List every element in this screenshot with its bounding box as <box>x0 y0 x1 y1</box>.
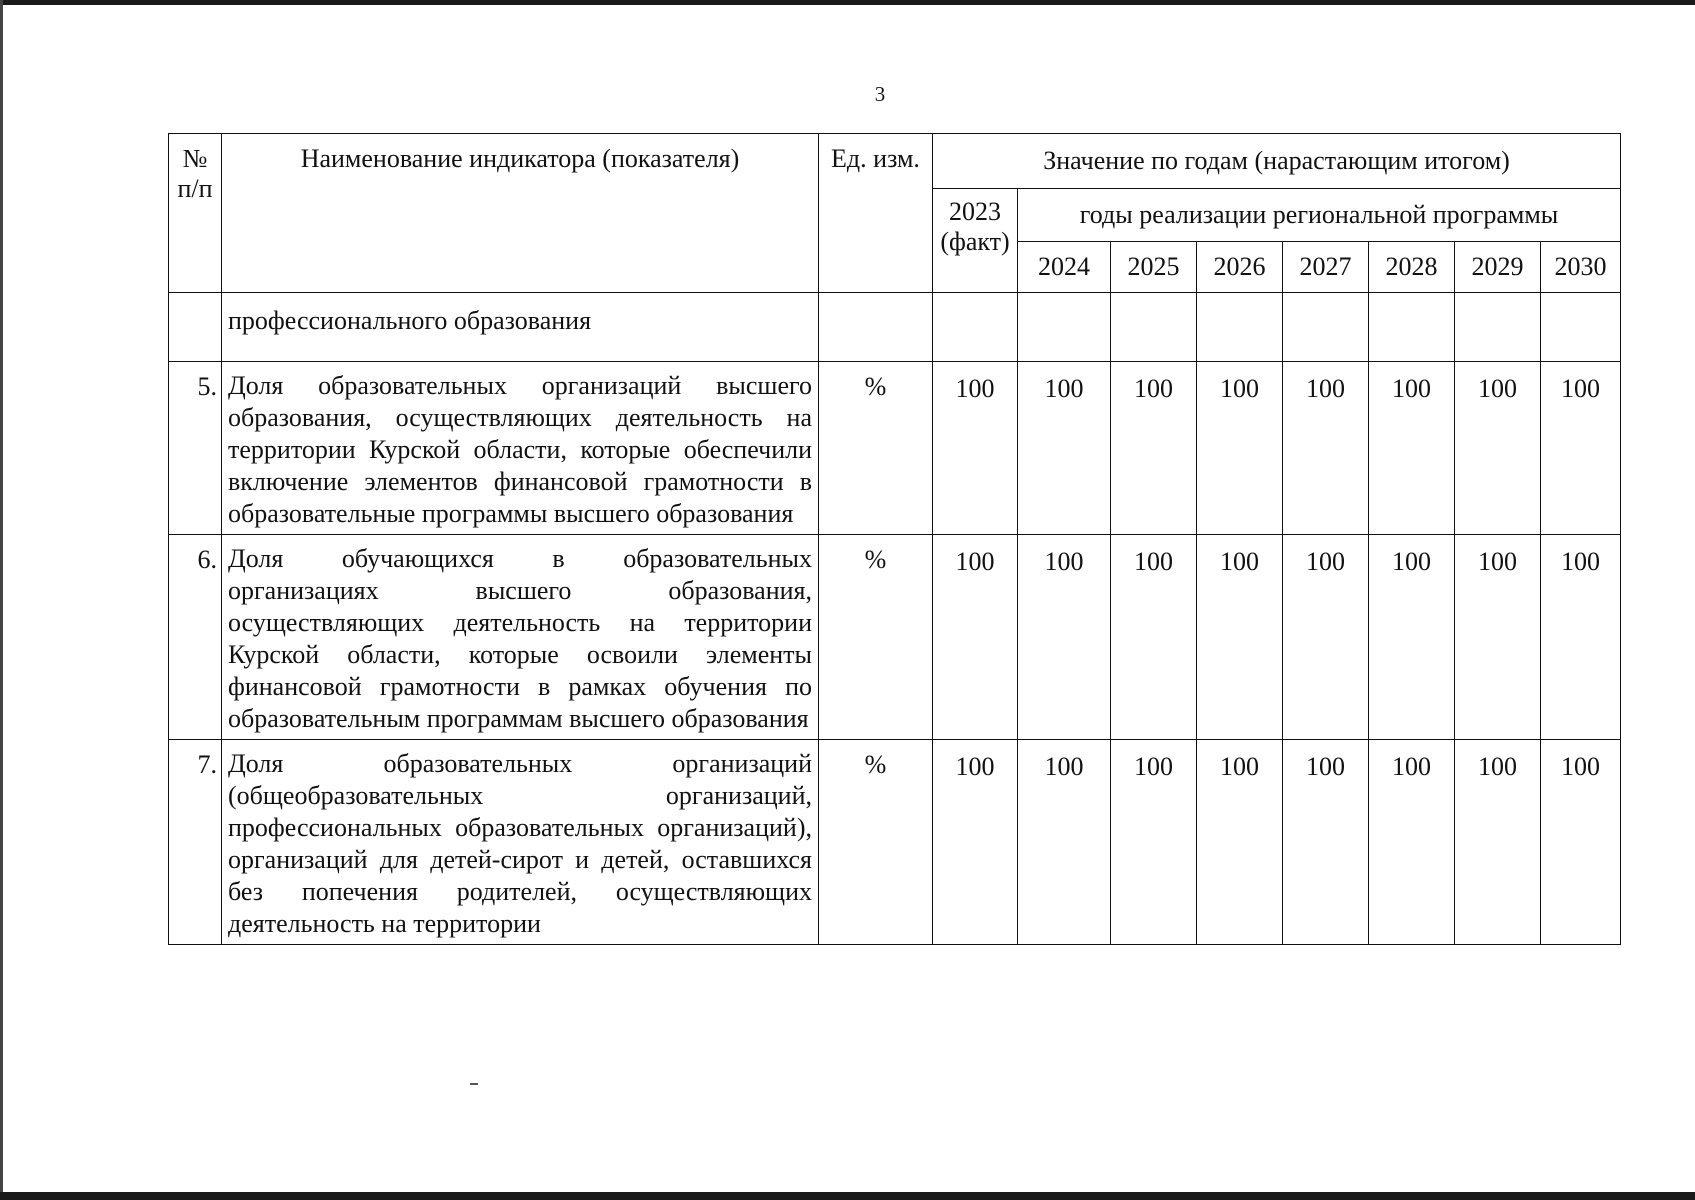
indicators-table <box>168 133 1621 945</box>
cell-value: 100 <box>1541 535 1621 740</box>
cell-value: 100 <box>1455 740 1541 945</box>
cell-num: 7. <box>169 740 222 945</box>
cell-value: 100 <box>1018 362 1111 535</box>
cell-value: 100 <box>1369 535 1455 740</box>
cell-value: 100 <box>1111 740 1197 945</box>
header-year: 2027 <box>1283 242 1369 293</box>
cell-num: 5. <box>169 362 222 535</box>
page-number: 3 <box>874 82 886 106</box>
cell-num: 6. <box>169 535 222 740</box>
cell-indicator-name: Доля образовательных организаций (общеобразовательных организаций, профессиональных образовательных организаций), организаций для детей-сирот и детей, оставшихся без попечения родителей, осуществляющих деятельность на территории <box>222 740 819 945</box>
scan-border-top <box>0 0 1695 5</box>
scan-speck <box>470 1083 478 1085</box>
cell-value <box>1111 293 1197 362</box>
cell-unit: % <box>819 535 933 740</box>
header-year: 2024 <box>1018 242 1111 293</box>
cell-value: 100 <box>1541 362 1621 535</box>
cell-indicator-name: Доля образовательных организаций высшего образования, осуществляющих деятельность на территории Курской области, которые обеспечили включение элементов финансовой грамотности в образовательные программы высшего образования <box>222 362 819 535</box>
header-program-years: годы реализации региональной программы <box>1018 189 1621 242</box>
table-row <box>169 362 1621 535</box>
cell-value: 100 <box>1455 362 1541 535</box>
cell-indicator-name: профессионального образования <box>222 293 819 362</box>
header-year: 2026 <box>1197 242 1283 293</box>
cell-value <box>1283 293 1369 362</box>
cell-unit <box>819 293 933 362</box>
cell-value: 100 <box>1197 740 1283 945</box>
header-row-1 <box>169 134 1621 189</box>
cell-indicator-name: Доля обучающихся в образовательных организациях высшего образования, осуществляющих деятельность на территории Курской области, которые освоили элементы финансовой грамотности в рамках обучения по образовательным программам высшего образования <box>222 535 819 740</box>
cell-value <box>1018 293 1111 362</box>
cell-value: 100 <box>1369 362 1455 535</box>
cell-value: 100 <box>1111 362 1197 535</box>
cell-value <box>933 293 1018 362</box>
table-row <box>169 740 1621 945</box>
header-year: 2029 <box>1455 242 1541 293</box>
cell-value: 100 <box>1369 740 1455 945</box>
table-row-continuation <box>169 293 1621 362</box>
cell-value <box>1197 293 1283 362</box>
cell-value <box>1455 293 1541 362</box>
header-year: 2030 <box>1541 242 1621 293</box>
cell-value: 100 <box>933 535 1018 740</box>
header-num: № п/п <box>169 134 222 293</box>
header-unit: Ед. изм. <box>819 134 933 293</box>
cell-value: 100 <box>1197 535 1283 740</box>
cell-unit: % <box>819 740 933 945</box>
header-values-by-year: Значение по годам (нарастающим итогом) <box>933 134 1621 189</box>
cell-value: 100 <box>933 740 1018 945</box>
cell-value <box>1369 293 1455 362</box>
scan-border-bottom <box>0 1192 1695 1200</box>
cell-value: 100 <box>1283 362 1369 535</box>
scan-border-left <box>0 0 3 1200</box>
header-2023-fact: 2023 (факт) <box>933 189 1018 293</box>
cell-value: 100 <box>1455 535 1541 740</box>
cell-value: 100 <box>1283 740 1369 945</box>
cell-value: 100 <box>1018 535 1111 740</box>
header-year: 2025 <box>1111 242 1197 293</box>
cell-unit: % <box>819 362 933 535</box>
cell-num <box>169 293 222 362</box>
cell-value: 100 <box>1283 535 1369 740</box>
cell-value: 100 <box>933 362 1018 535</box>
cell-value <box>1541 293 1621 362</box>
cell-value: 100 <box>1018 740 1111 945</box>
header-indicator-name: Наименование индикатора (показателя) <box>222 134 819 293</box>
table-row <box>169 535 1621 740</box>
header-year: 2028 <box>1369 242 1455 293</box>
cell-value: 100 <box>1197 362 1283 535</box>
cell-value: 100 <box>1541 740 1621 945</box>
cell-value: 100 <box>1111 535 1197 740</box>
